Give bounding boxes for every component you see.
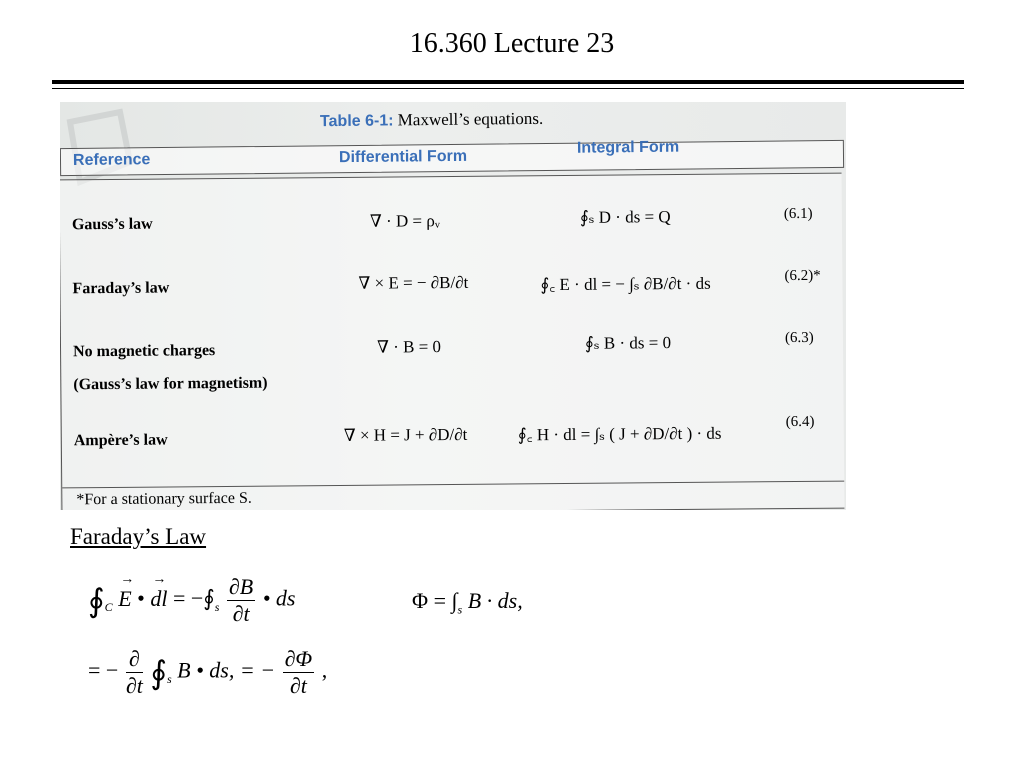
maxwell-table-image <box>60 102 846 510</box>
table-body <box>60 173 844 510</box>
row-label-ampere: Ampère’s law <box>73 431 168 450</box>
slide-title: 16.360 Lecture 23 <box>409 28 615 59</box>
eq-number-6-4: (6.4) <box>785 413 815 431</box>
eq-number-6-3: (6.3) <box>784 329 814 347</box>
table-caption-number: Table 6-1: <box>319 112 394 131</box>
formula-subscript: s <box>166 671 172 686</box>
vector-ds: • ds <box>262 585 296 611</box>
formula-subscript: s <box>457 602 463 617</box>
fraction-denominator: ∂t <box>232 601 250 626</box>
row-label-no-magnetic-charges: No magnetic charges <box>72 342 216 361</box>
row-label-gauss-magnetism: (Gauss’s law for magnetism) <box>73 374 268 394</box>
formula-subscript: C <box>104 599 113 614</box>
formula-faraday-integral <box>88 574 296 627</box>
fraction <box>126 646 143 699</box>
header-reference: Reference <box>72 151 151 169</box>
flux-integrand: B · ds, <box>467 588 523 613</box>
title-divider <box>52 80 964 84</box>
dot-operator: • <box>137 585 145 611</box>
fraction <box>227 574 255 627</box>
table-caption <box>320 109 543 131</box>
contour-integral-symbol: ∮ <box>88 582 105 619</box>
formula-equals: = − <box>88 657 119 683</box>
eq-magnetic-integral: ∮ₛ B · ds = 0 <box>584 333 672 353</box>
flux-phi: Φ = ∫ <box>412 588 458 613</box>
vector-e: → E <box>118 586 131 612</box>
formula-comma: , <box>321 657 328 683</box>
table-footnote: *For a stationary surface S. <box>76 489 252 509</box>
eq-gauss-integral: ∮ₛ D · ds = Q <box>579 207 671 227</box>
fraction-numerator: ∂Φ <box>284 646 313 671</box>
vector-dl: → dl <box>150 586 167 612</box>
eq-faraday-differential: ∇ × E = − ∂B/∂t <box>358 272 469 293</box>
eq-ampere-integral: ∮꜀ H · dl = ∫ₛ ( J + ∂D/∂t ) · ds <box>517 423 722 445</box>
fraction-numerator: ∂B <box>228 574 254 599</box>
eq-gauss-differential: ∇ · D = ρᵥ <box>369 211 440 231</box>
table-footer <box>62 481 844 510</box>
eq-magnetic-differential: ∇ · B = 0 <box>376 337 442 357</box>
eq-ampere-differential: ∇ × H = J + ∂D/∂t <box>343 424 468 445</box>
header-differential-form: Differential Form <box>338 147 468 167</box>
formula-subscript: s <box>214 599 220 614</box>
formula-faraday-derivative <box>88 646 327 699</box>
formula-flux-definition <box>412 588 523 617</box>
eq-number-6-1: (6.1) <box>783 205 813 223</box>
fraction-numerator: ∂ <box>126 646 143 673</box>
table-caption-text: Maxwell’s equations. <box>397 108 544 130</box>
row-label-faraday: Faraday’s law <box>72 279 170 298</box>
contour-integral-symbol: ∮ <box>150 654 167 691</box>
eq-faraday-integral: ∮꜀ E · dl = − ∫ₛ ∂B/∂t · ds <box>540 273 711 295</box>
fraction-denominator: ∂t <box>125 673 143 698</box>
fraction <box>283 646 315 699</box>
row-label-gauss: Gauss’s law <box>71 215 153 234</box>
fraction-denominator: ∂t <box>289 673 307 698</box>
title-divider-thin <box>52 88 964 89</box>
formula-equals: = −∮ <box>172 585 215 611</box>
section-heading: Faraday’s Law <box>70 524 207 549</box>
eq-number-6-2: (6.2)* <box>784 267 821 285</box>
header-integral-form: Integral Form <box>576 138 680 157</box>
flux-integrand: B • ds, = − <box>177 657 276 683</box>
